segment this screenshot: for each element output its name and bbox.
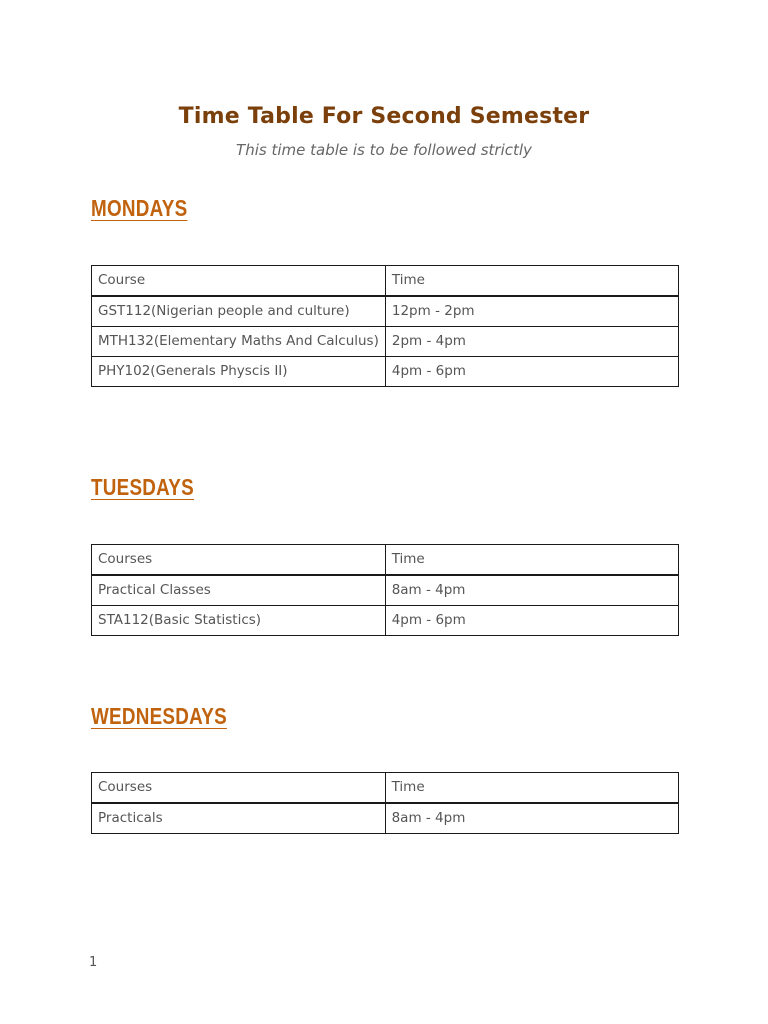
section-mondays <box>91 195 679 379</box>
time-cell: 8am - 4pm <box>385 575 678 606</box>
time-cell: 4pm - 6pm <box>385 606 678 636</box>
time-cell: 8am - 4pm <box>385 803 678 834</box>
course-cell: PHY102(Generals Physcis II) <box>92 357 386 387</box>
section-heading-tuesdays: TUESDAYS <box>91 474 194 500</box>
timetable-wednesdays <box>91 772 679 834</box>
column-header-time: Time <box>385 545 678 576</box>
column-header-course: Course <box>92 266 386 297</box>
column-header-time: Time <box>385 266 678 297</box>
course-cell: GST112(Nigerian people and culture) <box>92 296 386 327</box>
table-row <box>92 606 679 636</box>
timetable-tuesdays <box>91 544 679 636</box>
table-row <box>92 803 679 834</box>
table-header-row <box>92 545 679 576</box>
timetable-mondays <box>91 265 679 387</box>
section-heading-wednesdays: WEDNESDAYS <box>91 703 227 729</box>
column-header-time: Time <box>385 773 678 804</box>
column-header-course: Courses <box>92 773 386 804</box>
course-cell: Practical Classes <box>92 575 386 606</box>
page-title: Time Table For Second Semester <box>178 104 590 129</box>
course-cell: STA112(Basic Statistics) <box>92 606 386 636</box>
course-cell: Practicals <box>92 803 386 834</box>
time-cell: 4pm - 6pm <box>385 357 678 387</box>
table-row <box>92 327 679 357</box>
section-tuesdays <box>91 474 679 628</box>
page-number: 1 <box>89 955 98 970</box>
section-heading-mondays: MONDAYS <box>91 195 188 221</box>
time-cell: 12pm - 2pm <box>385 296 678 327</box>
column-header-course: Courses <box>92 545 386 576</box>
table-row <box>92 575 679 606</box>
time-cell: 2pm - 4pm <box>385 327 678 357</box>
table-row <box>92 296 679 327</box>
table-header-row <box>92 773 679 804</box>
table-header-row <box>92 266 679 297</box>
course-cell: MTH132(Elementary Maths And Calculus) <box>92 327 386 357</box>
section-wednesdays <box>91 703 679 826</box>
page-subtitle: This time table is to be followed strictly <box>236 141 532 159</box>
table-row <box>92 357 679 387</box>
